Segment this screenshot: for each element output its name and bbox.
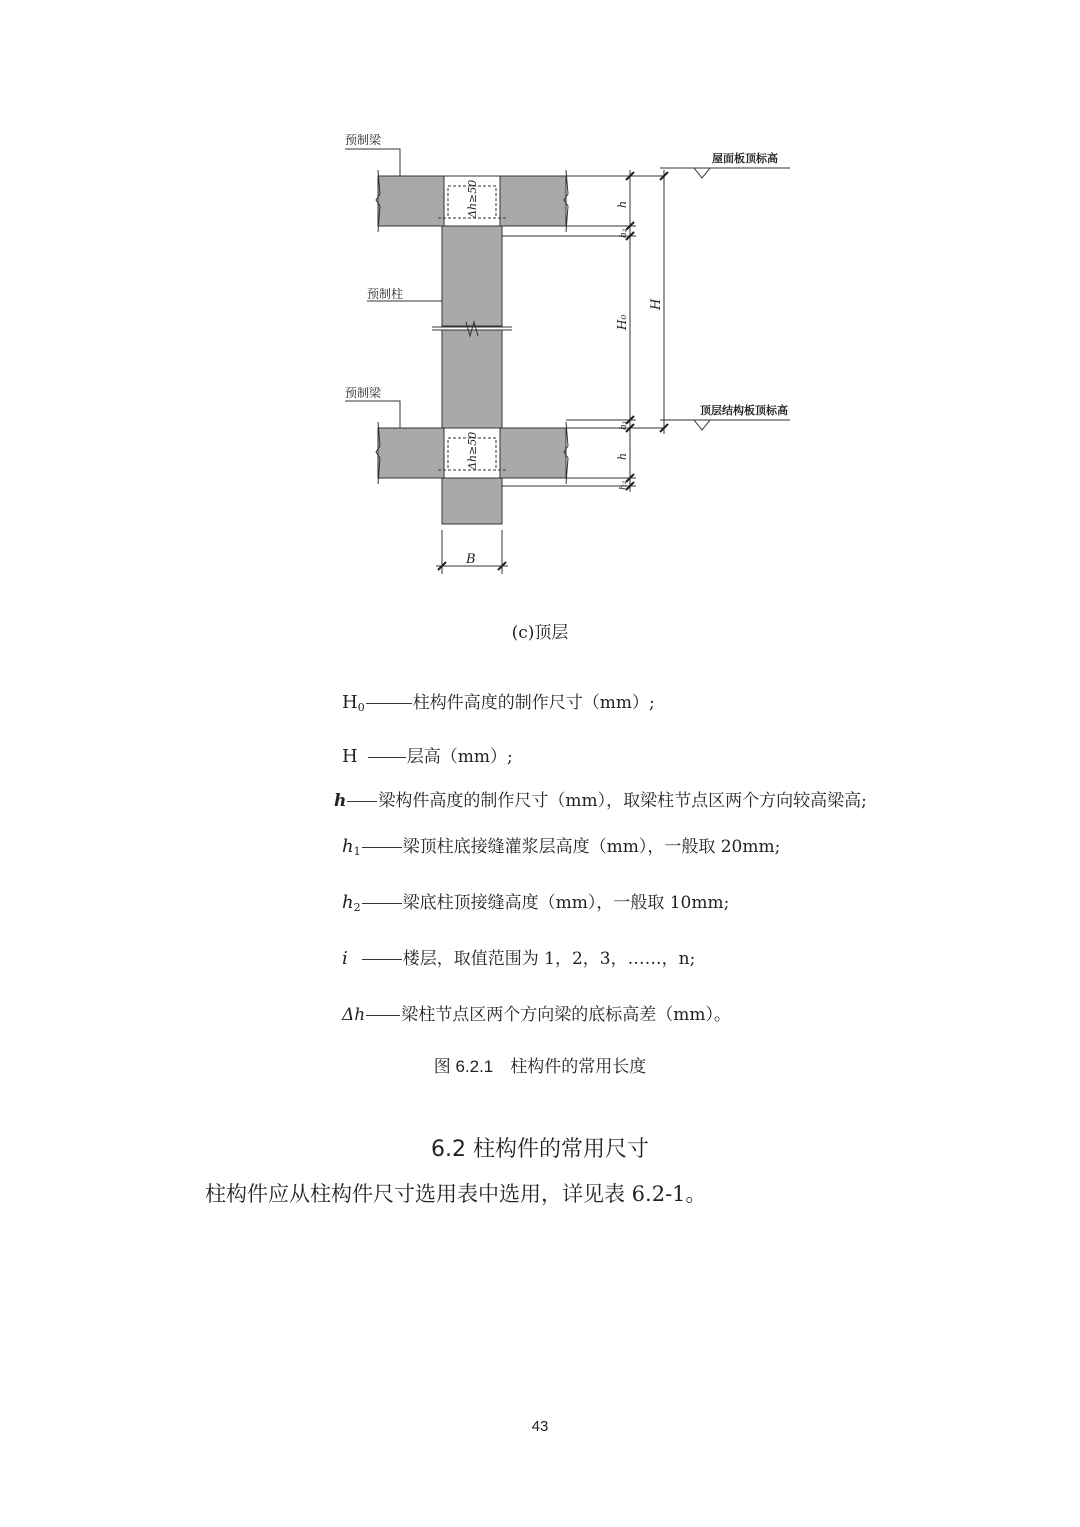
definition-text: 梁底柱顶接缝高度（mm），一般取 10mm; bbox=[402, 893, 730, 913]
definition-item bbox=[342, 688, 655, 714]
label-beam-bottom: 预制梁 bbox=[345, 386, 382, 400]
symbol: H bbox=[342, 692, 358, 713]
symbol-subscript: 0 bbox=[357, 701, 365, 714]
dim-H: H bbox=[649, 298, 664, 310]
symbol: h bbox=[342, 892, 354, 913]
dim-h-top: h bbox=[616, 200, 629, 208]
body-paragraph: 柱构件应从柱构件尺寸选用表中选用，详见表 6.2-1。 bbox=[205, 1182, 707, 1206]
symbol-subscript: 2 bbox=[353, 901, 361, 914]
dim-h2-top: h₂ bbox=[619, 228, 629, 238]
column-upper bbox=[442, 226, 502, 326]
dash bbox=[362, 903, 402, 904]
page-number: 43 bbox=[531, 1418, 549, 1435]
label-roof-elevation: 屋面板顶标高 bbox=[712, 153, 778, 165]
definition-text: 梁柱节点区两个方向梁的底标高差（mm）。 bbox=[401, 1005, 731, 1025]
bottom-beam-left bbox=[378, 428, 444, 478]
definition-item bbox=[342, 832, 780, 858]
dim-h2-bottom: h₂ bbox=[619, 480, 629, 490]
dash bbox=[368, 757, 406, 758]
symbol-subscript: 1 bbox=[353, 845, 361, 858]
column-length-drawing bbox=[0, 0, 1080, 600]
dim-B: B bbox=[466, 552, 476, 567]
dash bbox=[362, 847, 402, 848]
bottom-beam-right bbox=[500, 428, 566, 478]
definition-item bbox=[342, 888, 729, 914]
symbol: H bbox=[342, 746, 358, 767]
definition-item bbox=[342, 944, 695, 969]
dim-h-bottom: h bbox=[616, 452, 629, 460]
dash bbox=[362, 959, 402, 960]
column-below bbox=[442, 478, 502, 524]
definition-item bbox=[342, 742, 513, 767]
subcaption: (c)顶层 bbox=[511, 623, 569, 643]
section-heading: 6.2 柱构件的常用尺寸 bbox=[431, 1137, 649, 1162]
definition-item bbox=[342, 1000, 731, 1025]
figure-caption: 图 6.2.1 柱构件的常用长度 bbox=[433, 1057, 647, 1076]
top-beam-right bbox=[500, 176, 566, 226]
definition-item bbox=[334, 786, 867, 811]
symbol: Δh bbox=[342, 1005, 366, 1025]
top-beam-left bbox=[378, 176, 444, 226]
label-top-structure-elevation: 顶层结构板顶标高 bbox=[700, 405, 788, 417]
dash bbox=[366, 703, 412, 704]
joint-note-bottom: Δh≥50 bbox=[466, 431, 479, 470]
joint-note-top: Δh≥50 bbox=[466, 179, 479, 218]
dash bbox=[347, 801, 377, 802]
definition-text: 梁顶柱底接缝灌浆层高度（mm），一般取 20mm; bbox=[402, 837, 781, 857]
symbol: h bbox=[334, 791, 347, 811]
dash bbox=[366, 1015, 400, 1016]
definition-text: 梁构件高度的制作尺寸（mm），取梁柱节点区两个方向较高梁高; bbox=[378, 791, 867, 811]
symbol: h bbox=[342, 836, 354, 857]
definition-text: 层高（mm）; bbox=[406, 747, 513, 767]
label-beam-top: 预制梁 bbox=[345, 133, 382, 147]
symbol: i bbox=[342, 948, 348, 969]
definition-text: 楼层，取值范围为 1，2，3，……，n; bbox=[402, 949, 696, 969]
label-column: 预制柱 bbox=[367, 287, 404, 301]
dim-H0: H₀ bbox=[615, 314, 629, 330]
dim-h1: h₁ bbox=[619, 420, 629, 430]
definition-text: 柱构件高度的制作尺寸（mm）; bbox=[412, 693, 655, 713]
column-lower bbox=[442, 330, 502, 428]
